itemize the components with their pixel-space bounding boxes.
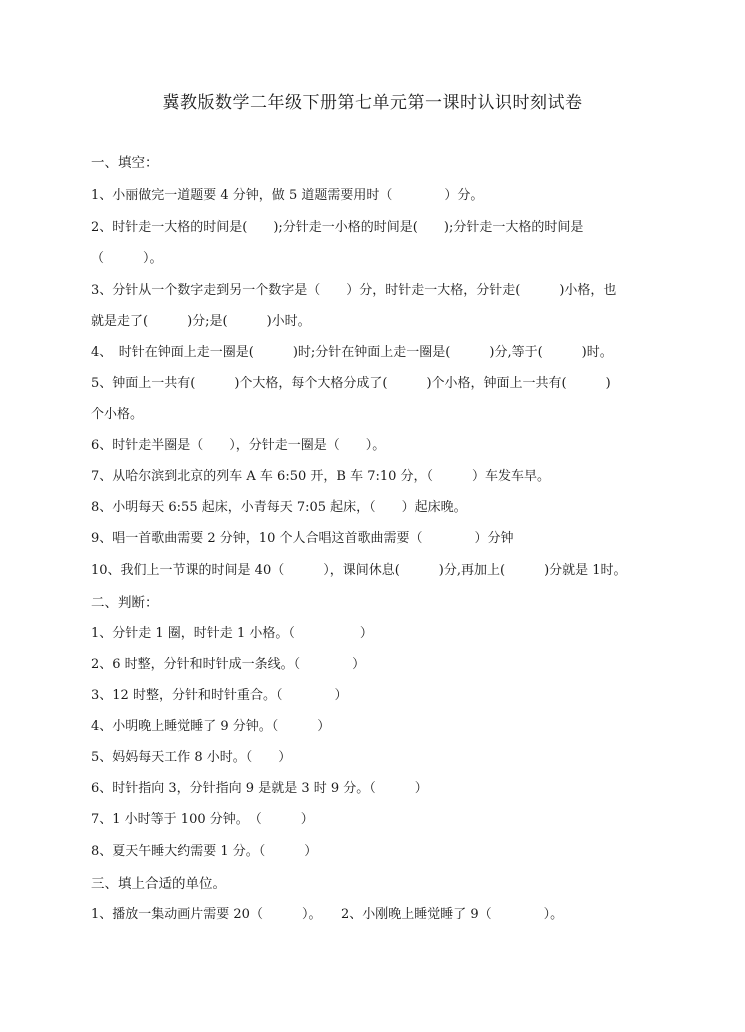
question-line: 9、唱一首歌曲需要 2 分钟，10 个人合唱这首歌曲需要（ ）分钟 [91, 531, 514, 546]
question-line: 3、分针从一个数字走到另一个数字是（ ）分，时针走一大格，分针走( )小格，也 [91, 283, 617, 298]
question-line: 2、时针走一大格的时间是( );分针走一小格的时间是( );分针走一大格的时间是 [91, 220, 584, 235]
question-line: 10、我们上一节课的时间是 40（ ），课间休息( )分,再加上( )分就是 1时。 [91, 563, 627, 578]
question-line: 个小格。 [91, 407, 144, 422]
question-line: 5、钟面上一共有( )个大格，每个大格分成了( )个小格，钟面上一共有( ) [91, 376, 611, 391]
question-line: 4、 时针在钟面上走一圈是( )时;分针在钟面上走一圈是( )分,等于( )时。 [91, 345, 613, 360]
section-heading-true-false: 二、判断： [91, 595, 159, 611]
question-line: 6、时针指向 3，分针指向 9 是就是 3 时 9 分。（ ） [91, 781, 428, 796]
question-line: 4、小明晚上睡觉睡了 9 分钟。（ ） [91, 719, 331, 734]
question-line: 3、12 时整，分针和时针重合。（ ） [91, 688, 348, 703]
question-line: 就是走了( )分;是( )小时。 [91, 314, 311, 329]
section-heading-fill-in: 一、填空： [91, 155, 159, 171]
question-line: 5、妈妈每天工作 8 小时。（ ） [91, 750, 292, 765]
question-line: 1、小丽做完一道题要 4 分钟，做 5 道题需要用时（ ）分。 [91, 188, 484, 203]
page-title: 冀教版数学二年级下册第七单元第一课时认识时刻试卷 [162, 93, 583, 113]
question-line: 7、1 小时等于 100 分钟。 （ ） [91, 812, 314, 827]
question-line: 6、时针走半圈是（ ），分针走一圈是（ ）。 [91, 438, 386, 453]
question-line: 2、6 时整，分针和时针成一条线。（ ） [91, 657, 366, 672]
question-line: 7、从哈尔滨到北京的列车 A 车 6:50 开，B 车 7:10 分，（ ）车发车早。 [91, 469, 551, 484]
question-line: （ ）。 [91, 251, 163, 266]
question-line: 1、播放一集动画片需要 20（ ）。 2、小刚晚上睡觉睡了 9（ ）。 [91, 907, 564, 922]
section-heading-units: 三、填上合适的单位。 [91, 876, 226, 892]
question-line: 8、小明每天 6:55 起床，小青每天 7:05 起床，（ ）起床晚。 [91, 500, 467, 515]
question-line: 1、分针走 1 圈，时针走 1 小格。（ ） [91, 626, 373, 641]
question-line: 8、夏天午睡大约需要 1 分。（ ） [91, 844, 318, 859]
